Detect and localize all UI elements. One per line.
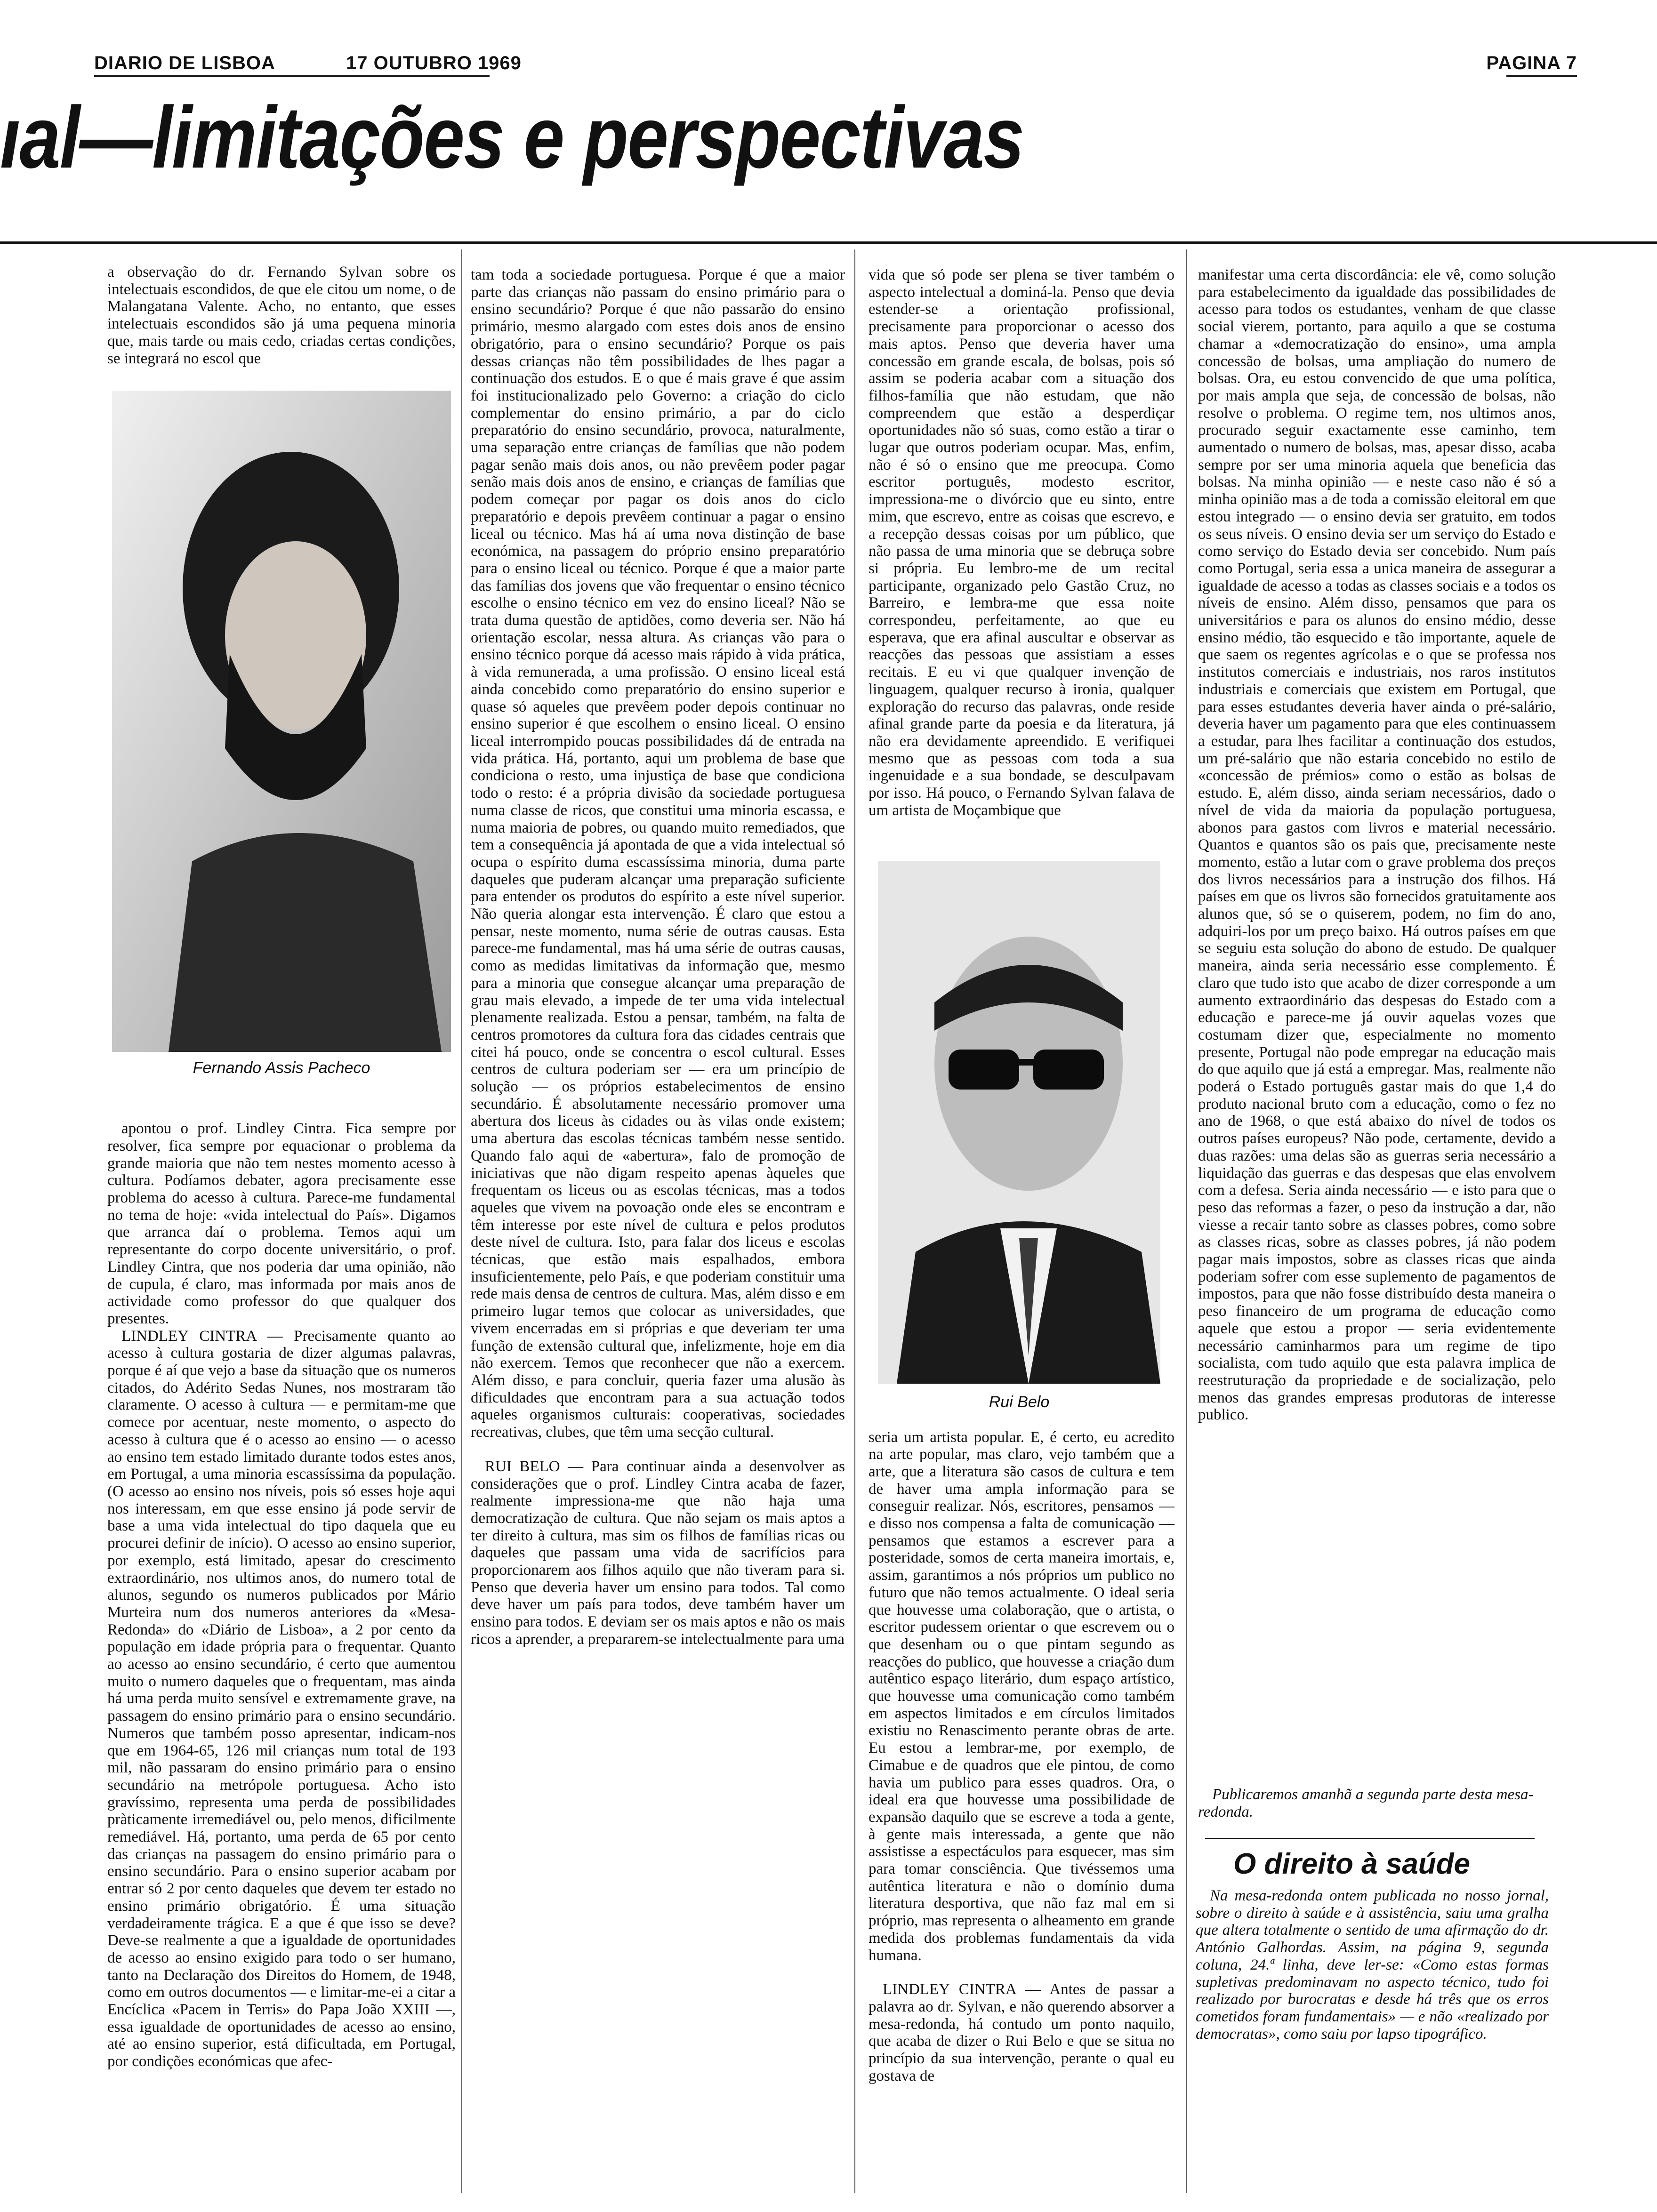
page-number: PAGINA 7	[1486, 53, 1577, 73]
portrait-photo-fernando-assis-pacheco	[112, 391, 451, 1052]
correction-text: Na mesa-redonda ontem publicada no nosso jornal, sobre o direito à saúde e à assistência, saiu uma gralha que altera totalmente o sentido de uma afirmação do dr. António Galhordas. Assim, na página 9, segunda coluna, 24.ª linha, deve ler-se: «Como estas formas supletivas predominavam no aspecto técnico, tudo foi realizado por burocratas e desde há três que os erros cometidos foram fundamentais» — e não «realizado por democratas», como saiu por lapso tipográfico.	[1196, 1887, 1549, 2043]
paragraph: RUI BELO — Para continuar ainda a desenvolver as considerações que o prof. Lindley Cintra acaba de fazer, realmente impressiona-me que não haja uma democratização de cultura. Que não sejam os mais aptos a ter direito à cultura, mas sim os filhos de famílias ricas ou daqueles que passam uma vida de sacrifícios para proporcionarem aos filhos aquilo que não tiveram para si. Penso que deveria haver um ensino para todos. Tal como deve haver um país para todos, deve também haver um ensino para todos. E deviam ser os mais aptos e não os mais ricos a aprender, a prepararem-se intelectualmente para uma	[471, 1458, 845, 1648]
headline-rule	[0, 241, 1657, 244]
paragraph: LINDLEY CINTRA — Antes de passar a palavra ao dr. Sylvan, e não querendo absorver a mesa-redonda, há contudo um ponto naquilo, que acaba de dizer o Rui Belo e que se situa no princípio da sua intervenção, perante o qual eu gostava de	[869, 1981, 1174, 2084]
portrait-photo-rui-belo	[878, 861, 1160, 1384]
portrait-image	[878, 861, 1160, 1384]
masthead-rule-right	[1506, 75, 1577, 77]
masthead-rule	[94, 75, 490, 77]
correction-box	[1196, 1887, 1549, 2043]
column-divider	[854, 249, 855, 2193]
masthead	[94, 53, 1577, 81]
paragraph: tam toda a sociedade portuguesa. Porque é que a maior parte das crianças não passam do ensino primário para o ensino secundário? Porque é que não passarão do ensino primário, mesmo alargado com estes dois anos de ensino obrigatório, para o ensino secundário? Porque os pais dessas crianças não têm possibilidades de lhes pagar a continuação dos estudos. E o que é mais grave é que assim foi institucionalizado pelo Governo: a criação do ciclo complementar do ensino primário, a par do ciclo preparatório do ensino secundário, provoca, naturalmente, uma separação entre crianças de famílias que não podem pagar senão mais dois anos, ou não prevêem poder pagar senão mais dois anos de ensino, e crianças de famílias que podem começar por pagar os dois anos do ciclo preparatório e depois prevêem continuar a pagar o ensino liceal ou técnico. Mas há aí uma nova distinção de base económica, na passagem do próprio ensino preparatório para o ensino liceal ou técnico. Porque é que a maior parte das famílias dos jovens que vão frequentar o ensino técnico escolhe o ensino técnico em vez do ensino liceal? Não se trata duma questão de aptidões, como deveria ser. Não há orientação escolar, nessa altura. As crianças vão para o ensino técnico porque dá acesso mais rápido à vida prática, à vida remunerada, a uma profissão. O ensino liceal está ainda concebido como preparatório do ensino superior e quase só aqueles que prevêem poder depois continuar no ensino superior é que escolhem o ensino liceal. O ensino liceal interrompido poucas possibilidades dá de entrada na vida prática. Há, portanto, aqui um problema de base que condiciona o resto, uma injustiça de base que condiciona todo o resto: é a própria divisão da sociedade portuguesa numa classe de ricos, que constitui uma minoria escassa, e numa maioria de pobres, ou quando muito remediados, que tem a consequência já apontada de que a vida intelectual só ocupa o espírito duma escassíssima minoria, duma parte daqueles que puderam alcançar uma preparação suficiente para entender os produtos do espírito a este nível superior. Não queria alongar esta intervenção. É claro que estou a pensar, neste momento, numa série de outras causas. Esta parece-me fundamental, mas há uma série de outras causas, como as medidas limitativas da informação que, mesmo para a minoria que consegue alcançar uma preparação de grau mais elevado, a impede de ter uma vida intelectual plenamente realizada. Estou a pensar, também, na falta de centros promotores da cultura fora das cidades centrais que citei há pouco, onde se concentra o escol cultural. Esses centros de cultura poderiam ser — era um princípio de solução — os próprios estabelecimentos de ensino secundário. É absolutamente necessário promover uma abertura dos liceus às cidades ou às vilas onde existem; uma abertura das escolas técnicas também nesse sentido. Quando falo aqui de «abertura», falo de promoção de iniciativas que não digam respeito apenas àqueles que frequentam os liceus ou as escolas técnicas, mas a todos aqueles que vivem na povoação onde eles se encontram e têm interesse por este nível de cultura e pelos produtos deste nível de cultura. Isto, para falar dos liceus e escolas técnicas, que estão mais espalhados, embora insuficientemente, pelo País, e que poderiam constituir uma rede mais densa de centros de cultura. Mas, além disso e em primeiro lugar temos que colocar as universidades, que vivem encerradas em si próprias e que deveriam ter uma função de extensão cultural que, infelizmente, hoje em dia não exercem. Temos que reconhecer que não a exercem. Além disso, e para concluir, queria fazer uma alusão às dificuldades que encontram para a sua actuação todos aqueles organismos culturais: cooperativas, sociedades recreativas, clubes, que têm uma secção cultural.	[471, 266, 845, 1441]
continuation-note: Publicaremos amanhã a segunda parte desta mesa-redonda.	[1198, 1786, 1534, 1820]
article-column-4	[1198, 266, 1556, 1424]
spacer	[471, 1441, 845, 1458]
column-divider	[461, 249, 462, 2193]
paragraph: apontou o prof. Lindley Cintra. Fica sempre por resolver, fica sempre por equacionar o problema da grande maioria que não tem nestes momento acesso à cultura. Podíamos debater, agora precisamente esse problema do acesso à cultura. Parece-me fundamental no tema de hoje: «vida intelectual do País». Digamos que arranca daí o problema. Temos aqui um representante do corpo docente universitário, o prof. Lindley Cintra, que nos poderia dar uma opinião, não de cupula, é claro, mas informada por mais anos de actividade como professor do que qualquer dos presentes.	[107, 1120, 456, 1327]
issue-date: 17 OUTUBRO 1969	[346, 53, 522, 73]
paragraph: seria um artista popular. E, é certo, eu acredito na arte popular, mas claro, vejo também que a arte, que a literatura são casos de cultura e tem de haver uma ampla informação para se conseguir realizar. Nós, escritores, pensamos — e disso nos compensa a falta de comunicação — pensamos que estamos a escrever para a posteridade, somos de certa maneira imortais, e, assim, garantimos a nós próprios um publico no futuro que não temos actualmente. O ideal seria que houvesse uma colaboração, que o artista, o escritor pudessem orientar o que escrevem ou o que desenham ou o que pintam segundo as reacções do publico, que houvesse a criação dum autêntico espaço literário, dum espaço artístico, que houvesse uma comunicação como também em aspectos limitados e em círculos limitados existiu no Renascimento perante obras de arte. Eu estou a lembrar-me, por exemplo, de Cimabue e de quadros que ele pintou, de como havia um publico para esses quadros. Ora, o ideal era que houvesse uma possibilidade de expansão daquilo que se escreve a toda a gente, à gente mais interessada, a gente que não assistisse a espectáculos para esquecer, mas sim para tomar consciência. Que tivéssemos uma autêntica literatura e não o domínio duma literatura desportiva, que não faz mal em si próprio, mas representa o alheamento em grande medida dos problemas fundamentais da vida humana.	[869, 1428, 1174, 1964]
paragraph: vida que só pode ser plena se tiver também o aspecto intelectual a dominá-la. Penso que devia estender-se a orientação profissional, precisamente para proporcionar o acesso dos mais aptos. Penso que deveria haver uma concessão em grande escala, de bolsas, pois só assim se poderia acabar com a situação dos filhos-família que não estudam, que não compreendem que estão a desperdiçar oportunidades não só suas, como estão a tirar o lugar que outros poderiam ocupar. Mas, enfim, não é só o ensino que me preocupa. Como escritor português, modesto escritor, impressiona-me o divórcio que eu sinto, entre mim, que escrevo, entre as coisas que escrevo, e a recepção dessas coisas por um público, que não passa de uma minoria que se debruça sobre si própria. Eu lembro-me de um recital participante, organizado pelo Gastão Cruz, no Barreiro, e lembra-me que essa noite correspondeu, perfeitamente, ao que eu esperava, que era afinal auscultar e observar as reacções das pessoas que assistiam a esses recitais. E eu vi que qualquer invenção de linguagem, qualquer recurso à ironia, qualquer exploração do recurso das palavras, onde reside afinal grande parte da poesia e da literatura, já não era devidamente apreendido. E verifiquei mesmo que as pessoas com toda a sua ingenuidade e a sua bondade, se desculpavam por isso. Há pouco, o Fernando Sylvan falava de um artista de Moçambique que	[869, 266, 1174, 819]
portrait-image	[112, 391, 451, 1052]
paragraph: a observação do dr. Fernando Sylvan sobre os intelectuais escondidos, de que ele citou um nome, o de Malangatana Valente. Acho, no entanto, que esses intelectuais escondidos são já uma pequena minoria que, mais tarde ou mais cedo, criadas certas condições, se integrará no escol que	[107, 264, 456, 367]
paragraph: manifestar uma certa discordância: ele vê, como solução para estabelecimento da igualdade das possibilidades de acesso para todos os estudantes, venham de que classe social vierem, portanto, para aquilo a que se costuma chamar a «democratização do ensino», uma ampla concessão de bolsas, uma ampliação do numero de bolsas. Ora, eu estou convencido de que uma política, por mais ampla que seja, de concessão de bolsas, não resolve o problema. O regime tem, nos ultimos anos, procurado seguir exactamente esse caminho, tem aumentado o numero de bolsas, mas, apesar disso, acaba sempre por ser uma minoria aquela que beneficia das bolsas. Na minha opinião — e neste caso não é só a minha opinião mas a de toda a comissão eleitoral em que estou integrado — o ensino devia ser gratuito, em todos os seus níveis. O ensino devia ser um serviço do Estado e como serviço do Estado devia ser concebido. Num país como Portugal, seria essa a unica maneira de assegurar a igualdade de acesso a todas as classes sociais e a todos os níveis de ensino. Além disso, pensamos que para os universitários e para os alunos do ensino médio, desse ensino médio, tão esquecido e tão importante, aquele de que saem os regentes agrícolas e o que se professa nos institutos comerciais e industriais, nos raros institutos industriais e comerciais que existem em Portugal, que para esses estudantes deveria haver ainda o pré-salário, deveria haver um pagamento para que eles continuassem a estudar, para lhes facilitar a continuação dos estudos, um pré-salário que não estaria concebido no estilo de «concessão de prémios» como o estão as bolsas de estudo. E, além disso, ainda seriam necessários, dado o nível de vida da maioria da população portuguesa, abonos para gastos com livros e material necessário. Quantos e quantos são os pais que, precisamente neste momento, estão a lutar com o grave problema dos preços dos livros necessários para a instrução dos filhos. Há países em que os livros são fornecidos gratuitamente aos alunos que, só se o quiserem, podem, no fim do ano, adquiri-los por um preço baixo. Há outros países em que se seguiu esta solução do abono de estudo. De qualquer maneira, ainda seria necessário esse complemento. É claro que tudo isto que acabo de dizer corresponde a um aumento extraordinário das despesas do Estado com a educação e parece-me já ouvir aquelas vozes que costumam dizer que, especialmente no momento presente, Portugal não pode empregar na educação mais do que aquilo que já está a empregar. Mas, realmente não poderá o Estado português gastar mais do que 1,4 do produto nacional bruto com a educação, como o fez no ano de 1968, o que está abaixo do nível de todos os outros países europeus? Não pode, certamente, devido a duas razões: uma delas são as guerras seria necessário a liquidação das guerras e das despesas que elas envolvem com a defesa. Seria ainda necessário — e isto para que o peso das reformas a fazer, o peso da instrução a dar, não viesse a recair tanto sobre as classes pobres, como sobre as classes ricas, sobre as classes pobres, já não podem pagar mais impostos, sobre as classes ricas que ainda poderiam sofrer com esse suplemento de pagamentos de impostos, para que não fosse distribuído desta maneira o peso financeiro de um programa de educação como aquele que estou a propor — seria evidentemente necessário caminharmos para um regime de tipo socialista, com tudo aquilo que esta palavra implica de reestruturação da propriedade e de socialização, pelo menos das grandes empresas produtoras de interesse publico.	[1198, 266, 1556, 1424]
box-rule	[1205, 1838, 1535, 1839]
newspaper-name: DIARIO DE LISBOA	[94, 53, 275, 73]
headline: ıal—limitações e perspectivas	[0, 89, 1024, 186]
column-divider	[1186, 249, 1187, 2193]
photo-caption: Rui Belo	[989, 1393, 1050, 1411]
spacer	[869, 1964, 1174, 1981]
article-column-2	[471, 266, 845, 1648]
correction-box-title: O direito à saúde	[1233, 1848, 1471, 1880]
paragraph: LINDLEY CINTRA — Precisamente quanto ao acesso à cultura gostaria de dizer algumas palavras, porque é aí que vejo a base da situação que os numeros citados, do Adérito Sedas Nunes, nos mostraram tão claramente. O acesso à cultura — e permitam-me que comece por acentuar, neste momento, o aspecto do acesso à cultura que é o acesso ao ensino — o acesso ao ensino tem estado limitado durante todos estes anos, em Portugal, a uma minoria escassíssima da população. (O acesso ao ensino nos níveis, pois só esses hoje aqui nos interessam, em que esse ensino já pode servir de base a uma vida intelectual do tipo daquela que eu procurei definir de início). O acesso ao ensino superior, por exemplo, está limitado, apesar do crescimento extraordinário, nos ultimos anos, do numero total de alunos, segundo os numeros publicados por Mário Murteira num dos numeros anteriores da «Mesa-Redonda» do «Diário de Lisboa», a 2 por cento da população em idade própria para o frequentar. Quanto ao acesso ao ensino secundário, é certo que aumentou muito o numero daqueles que o frequentam, mas ainda há uma perda muito sensível e extremamente grave, na passagem do ensino primário para o ensino secundário. Numeros que também posso apresentar, indicam-nos que em 1964-65, 126 mil crianças num total de 193 mil, não passaram do ensino primário para o ensino secundário na metrópole portuguesa. Acho isto gravíssimo, representa uma perda de possibilidades pràticamente irremediável ou, pelo menos, dificilmente remediável. Há, portanto, uma perda de 65 por cento das crianças na passagem do ensino primário para o ensino secundário. Para o ensino superior acabam por entrar só 2 por cento daqueles que devem ter estado no ensino primário obrigatório. É uma situação verdadeiramente trágica. E a que é que isso se deve? Deve-se realmente a que a igualdade de oportunidades de acesso ao ensino exigido para todo o ser humano, tanto na Declaração dos Direitos do Homem, de 1948, como em outros documentos — e limitar-me-ei a citar a Encíclica «Pacem in Terris» do Papa João XXIII —, essa igualdade de oportunidades de acesso ao ensino, até ao ensino superior, está dificultada, em Portugal, por condições económicas que afec-	[107, 1327, 456, 2070]
photo-caption: Fernando Assis Pacheco	[193, 1059, 370, 1077]
